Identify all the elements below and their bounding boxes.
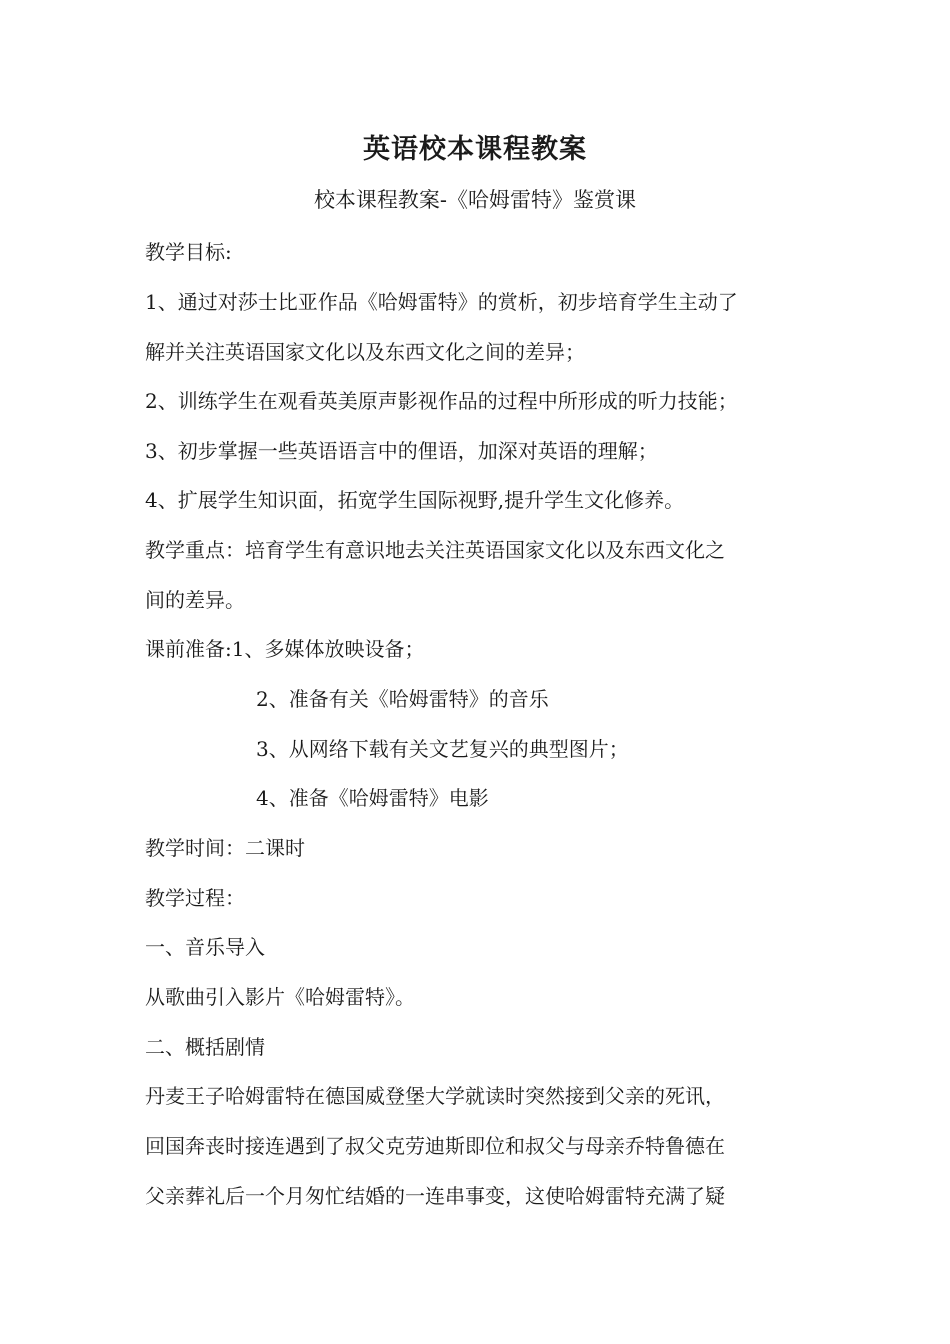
preparation-line: 4、准备《哈姆雷特》电影 [256,786,489,810]
document-title: 英语校本课程教案 [363,134,587,165]
section-text-line: 丹麦王子哈姆雷特在德国威登堡大学就读时突然接到父亲的死讯， [145,1084,725,1108]
section-text-line: 父亲葬礼后一个月匆忙结婚的一连串事变，这使哈姆雷特充满了疑 [145,1184,725,1208]
key-points-line: 教学重点：培育学生有意识地去关注英语国家文化以及东西文化之 [145,538,725,562]
preparation-line: 课前准备:1、多媒体放映设备； [145,637,425,661]
key-points-line: 间的差异。 [145,588,245,612]
document-subtitle: 校本课程教案-《哈姆雷特》鉴赏课 [313,188,637,212]
section-heading: 二、概括剧情 [145,1035,265,1059]
objective-line: 4、扩展学生知识面，拓宽学生国际视野,提升学生文化修养。 [145,488,685,512]
section-text-line: 回国奔丧时接连遇到了叔父克劳迪斯即位和叔父与母亲乔特鲁德在 [145,1134,725,1158]
objectives-heading: 教学目标: [145,240,232,264]
objective-line: 2、训练学生在观看英美原声影视作品的过程中所形成的听力技能； [145,389,738,413]
preparation-line: 2、准备有关《哈姆雷特》的音乐 [256,687,549,711]
section-heading: 一、音乐导入 [145,935,265,959]
process-heading: 教学过程： [145,886,245,910]
preparation-line: 3、从网络下载有关文艺复兴的典型图片； [256,737,629,761]
objective-line: 1、通过对莎士比亚作品《哈姆雷特》的赏析，初步培育学生主动了 [145,290,738,314]
section-text: 从歌曲引入影片《哈姆雷特》。 [145,985,415,1009]
objective-line: 解并关注英语国家文化以及东西文化之间的差异； [145,340,585,364]
teaching-time: 教学时间：二课时 [145,836,305,860]
objective-line: 3、初步掌握一些英语语言中的俚语，加深对英语的理解； [145,439,658,463]
